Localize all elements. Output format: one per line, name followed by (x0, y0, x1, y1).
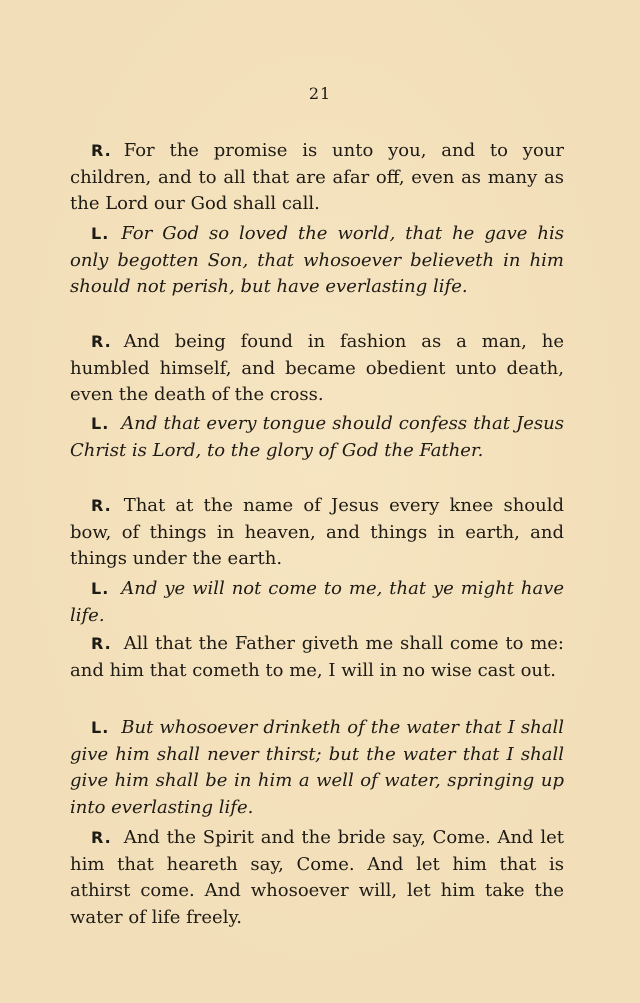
paragraph-text: But whosoever drinketh of the water that I shall give him shall never thirst; but the water that I shall give him shall be in him a well of water, springing up into everlasting life. (70, 717, 564, 818)
responsive-paragraph-3 (70, 329, 564, 409)
responsive-paragraph-7 (70, 631, 564, 684)
reader-label: R. (91, 634, 112, 653)
reader-label: R. (91, 332, 112, 351)
leader-label: L. (91, 579, 110, 598)
paragraph (70, 631, 564, 684)
leader-label: L. (91, 718, 110, 737)
paragraph-text: And the Spirit and the bride say, Come. And let him that heareth say, Come. And let him that is athirst come. And whosoever will, let him take the water of life freely. (70, 827, 564, 928)
paragraph-text: And that every tongue should confess that Jesus Christ is Lord, to the glory of God the Father. (70, 413, 564, 461)
paragraph (70, 138, 564, 218)
responsive-paragraph-5 (70, 493, 564, 573)
responsive-paragraph-4 (70, 411, 564, 464)
paragraph (70, 493, 564, 573)
paragraph (70, 825, 564, 931)
responsive-paragraph-8 (70, 715, 564, 821)
paragraph-text: For the promise is unto you, and to your children, and to all that are afar off, even as many as the Lord our God shall call. (70, 140, 564, 214)
leader-label: L. (91, 414, 110, 433)
page-number: 21 (308, 84, 332, 103)
leader-label: L. (91, 224, 110, 243)
paragraph (70, 221, 564, 301)
paragraph-text: For God so loved the world, that he gave his only begotten Son, that whosoever believeth in him should not perish, but have everlasting life. (70, 223, 564, 297)
responsive-paragraph-6 (70, 576, 564, 629)
responsive-paragraph-9 (70, 825, 564, 931)
paragraph-text: And ye will not come to me, that ye might have life. (70, 578, 564, 626)
paragraph (70, 329, 564, 409)
reader-label: R. (91, 828, 112, 847)
paragraph-text: And being found in fashion as a man, he humbled himself, and became obedient unto death, even the death of the cross. (70, 331, 564, 405)
paragraph (70, 715, 564, 821)
paragraph (70, 411, 564, 464)
reader-label: R. (91, 496, 112, 515)
responsive-paragraph-2 (70, 221, 564, 301)
paragraph-text: That at the name of Jesus every knee should bow, of things in heaven, and things in earth, and things under the earth. (70, 495, 564, 569)
paragraph-text: All that the Father giveth me shall come to me: and him that cometh to me, I will in no wise cast out. (70, 633, 564, 681)
paragraph (70, 576, 564, 629)
responsive-paragraph-1 (70, 138, 564, 218)
reader-label: R. (91, 141, 112, 160)
